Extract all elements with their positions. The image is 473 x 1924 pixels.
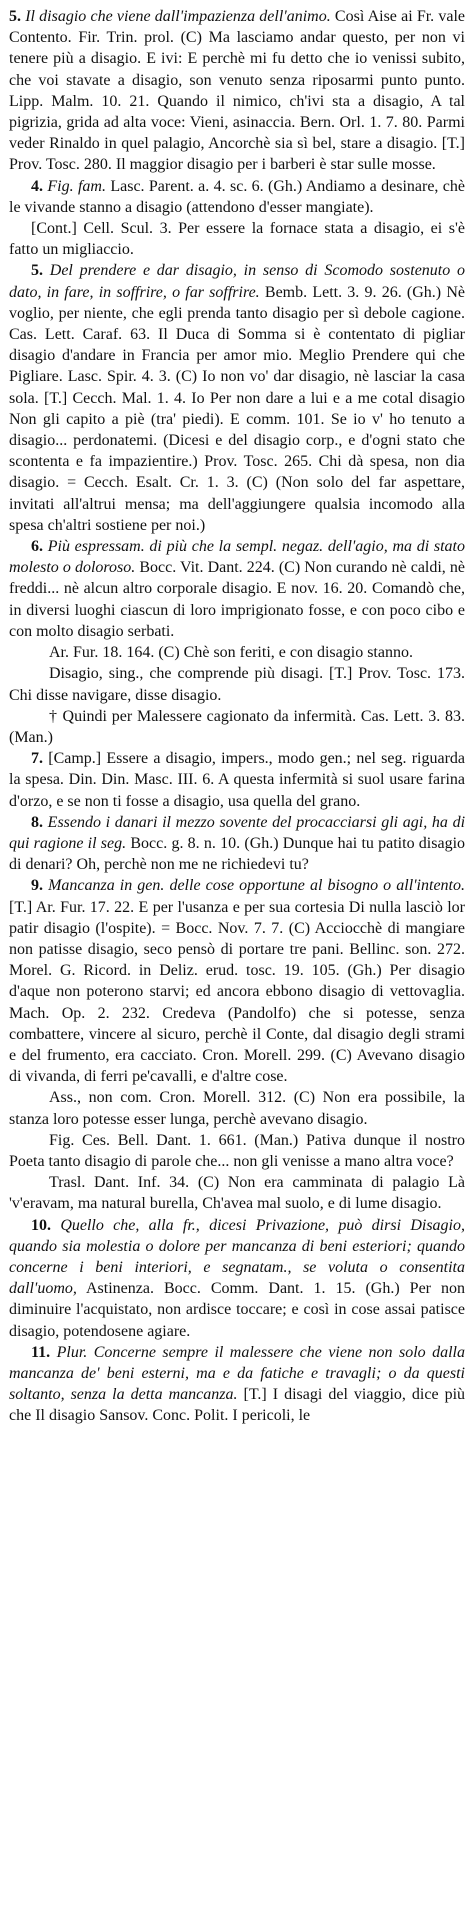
entry-sense-5: [9, 260, 465, 536]
sense-citations: Ar. Fur. 18. 164. (C) Chè son feriti, e con disagio stanno.: [49, 644, 413, 662]
sense-definition: Il disagio che viene dall'impazienza dell'animo.: [25, 8, 331, 25]
entry-sense-7: [9, 748, 465, 812]
sense-number: 5.: [31, 262, 43, 280]
entry-sub-9a: [9, 1087, 465, 1129]
sense-citations: Ass., non com. Cron. Morell. 312. (C) Non era possibile, la stanza loro potesse esser lunga, perchè avevano disagio.: [9, 1089, 465, 1128]
sense-number: 9.: [31, 877, 43, 895]
entry-sense-8: [9, 812, 465, 876]
sense-number: 4.: [31, 177, 43, 195]
sense-citations: Bocc. g. 8. n. 10. (Gh.) Dunque hai tu patito disagio di denari? Oh, perchè non me ne richiedevi tu?: [9, 834, 466, 874]
sense-citations: Lasc. Parent. a. 4. sc. 6. (Gh.) Andiamo a desinare, chè le vivande stanno a disagio (attendono d'esser mangiate).: [9, 177, 466, 216]
sense-citations: Fig. Ces. Bell. Dant. 1. 661. (Man.) Pativa dunque il nostro Poeta tanto disagio di parole che... non gli venisse a mano altra voce?: [9, 1131, 465, 1170]
entry-sense-11: [9, 1342, 465, 1427]
sense-definition: Del prendere e dar disagio, in senso di Scomodo sostenuto o dato, in fare, in soffrire, o far soffrire.: [9, 262, 466, 301]
sense-citations: Astinenza. Bocc. Comm. Dant. 1. 15. (Gh.) Per non diminuire l'acquistato, non ardisce toccare; e così in cose assai patisce disagio, potendosene agiare.: [9, 1280, 465, 1340]
entry-sense-3: [9, 6, 465, 176]
sense-number: 11.: [31, 1343, 51, 1361]
sense-definition: Più espressam. di più che la sempl. negaz. dell'agio, ma di stato molesto o doloroso.: [9, 538, 465, 577]
sense-definition: Mancanza in gen. delle cose opportune al bisogno o all'intento.: [48, 877, 465, 895]
entry-sense-9: [9, 875, 465, 1087]
entry-sub-9b: [9, 1130, 465, 1172]
sense-number: 10.: [31, 1216, 51, 1234]
sense-definition: Plur. Concerne sempre il malessere che viene non solo dalla mancanza de' beni esterni, ma e da fatiche e travagli; o da questi soltanto, senza la detta mancanza.: [9, 1343, 466, 1404]
entry-sub-6c: [9, 706, 465, 748]
sense-citations: Disagio, sing., che comprende più disagi. [T.] Prov. Tosc. 173. Chi disse navigare, disse disagio.: [9, 665, 465, 704]
sense-definition: Essendo i danari il mezzo sovente del procacciarsi gli agi, ha di qui ragione il seg.: [9, 813, 466, 852]
sense-citations: [Cont.] Cell. Scul. 3. Per essere la fornace stata a disagio, ei s'è fatto un migliaccio.: [9, 220, 465, 259]
sense-citations: Bocc. Vit. Dant. 224. (C) Non curando nè caldi, nè freddi... nè alcun altro corporale disagio. E nov. 16. 20. Comandò che, in diversi luoghi ciascun di loro imprigionato fosse, e con poco cibo e con molto disagio serbati.: [9, 559, 465, 640]
entry-sense-6: [9, 536, 465, 642]
sense-definition: Fig. fam.: [47, 177, 106, 195]
sense-citations: [Camp.] Essere a disagio, impers., modo gen.; nel seg. riguarda la spesa. Din. Din. Masc. III. 6. A questa infermità si suol usare farina d'orzo, e se non ti fosse a disagio, usa quella del grano.: [9, 750, 466, 810]
entry-sense-10: [9, 1215, 465, 1342]
sense-citations: Così Aise ai Fr. vale Contento. Fir. Trin. prol. (C) Ma lasciamo andar questo, per non vi tenere più a disagio. E ivi: E perchè mi fu detto che io venissi subito, che voi stavate a disagio, son venuto senza riposarmi punto punto. Lipp. Malm. 10. 21. Quando il nimico, ch'ivi sta a disagio, A tal pigrizia, grida ad alta voce: Vieni, asinaccia. Bern. Orl. 1. 7. 80. Parmi veder Rinaldo in quel palagio, Ancorchè sia sì bel, stare a disagio. [T.] Prov. Tosc. 280. Il maggior disagio per i barberi è star sulle mosse.: [9, 8, 466, 174]
sense-citations: [T.] Ar. Fur. 17. 22. E per l'usanza e per sua cortesia Di nulla lasciò lor patir disagio (l'ospite). = Bocc. Nov. 7. 7. (C) Acciocchè di mangiare non patisse disagio, seco pensò di portare tre pani. Bellinc. son. 272. Morel. G. Ricord. in Deliz. erud. tosc. 19. 105. (Gh.) Per disagio d'aque non poterono starvi; ed ancora ebbono disagio di vettovaglia. Mach. Op. 2. 232. Credeva (Pandolfo) che si potesse, senza combattere, vincere al sicuro, perchè il Conte, dal disagio degli strami e del frumento, era cacciato. Cron. Morell. 299. (C) Avevano disagio di vivanda, di ferri pe'cavalli, e d'altre cose.: [9, 898, 465, 1086]
sense-citations: † Quindi per Malessere cagionato da infermità. Cas. Lett. 3. 83. (Man.): [9, 707, 465, 746]
entry-sense-4: [9, 176, 465, 218]
sense-citations: Bemb. Lett. 3. 9. 26. (Gh.) Nè voglio, per niente, che egli prenda tanto disagio per sì debole cagione. Cas. Lett. Caraf. 63. Il Duca di Somma si è contentato di pigliar disagio d'andare in Francia per amor mio. Meglio Prendere qui che Pigliare. Lasc. Spir. 4. 3. (C) Io non vo' dar disagio, nè lasciar la casa sola. [T.] Cecch. Mal. 1. 4. Io Per non dare a lui e a me cotal disagio Non gli capito a piè (tra' piedi). E comm. 101. Se io v' ho tenuto a disagio... perdonatemi. (Dicesi e del disagio corp., e d'ogni stato che scontenta e fa impazientire.) Prov. Tosc. 265. Chi dà spesa, non dia disagio. = Cecch. Esalt. Cr. 1. 3. (C) (Non solo del far aspettare, invitati all'altrui mensa; ma dell'aggiungere qualsia incomodo alla spesa ch'altri sostiene per noi.): [9, 283, 465, 534]
entry-sub-9c: [9, 1172, 465, 1214]
sense-number: 5.: [9, 8, 21, 25]
entry-sub-6a: [9, 642, 465, 663]
sense-definition: Quello che, alla fr., dicesi Privazione, può dirsi Disagio, quando sia molestia o dolore per mancanza di beni esteriori; quando concerne i beni interiori, e segnatam., se voluta o consentita dall'uomo,: [9, 1216, 465, 1298]
sense-citations: [T.] I disagi del viaggio, dice più che Il disagio Sansov. Conc. Polit. I pericoli, le: [9, 1386, 466, 1425]
sense-citations: Trasl. Dant. Inf. 34. (C) Non era camminata di palagio Là 'v'eravam, ma natural burella, Ch'avea mal suolo, e di lume disagio.: [9, 1174, 465, 1213]
entry-sub-6b: [9, 663, 465, 705]
sense-number: 6.: [31, 538, 43, 556]
sense-number: 8.: [31, 813, 43, 831]
entry-sense-4-cont: [9, 218, 465, 260]
sense-number: 7.: [31, 750, 43, 768]
